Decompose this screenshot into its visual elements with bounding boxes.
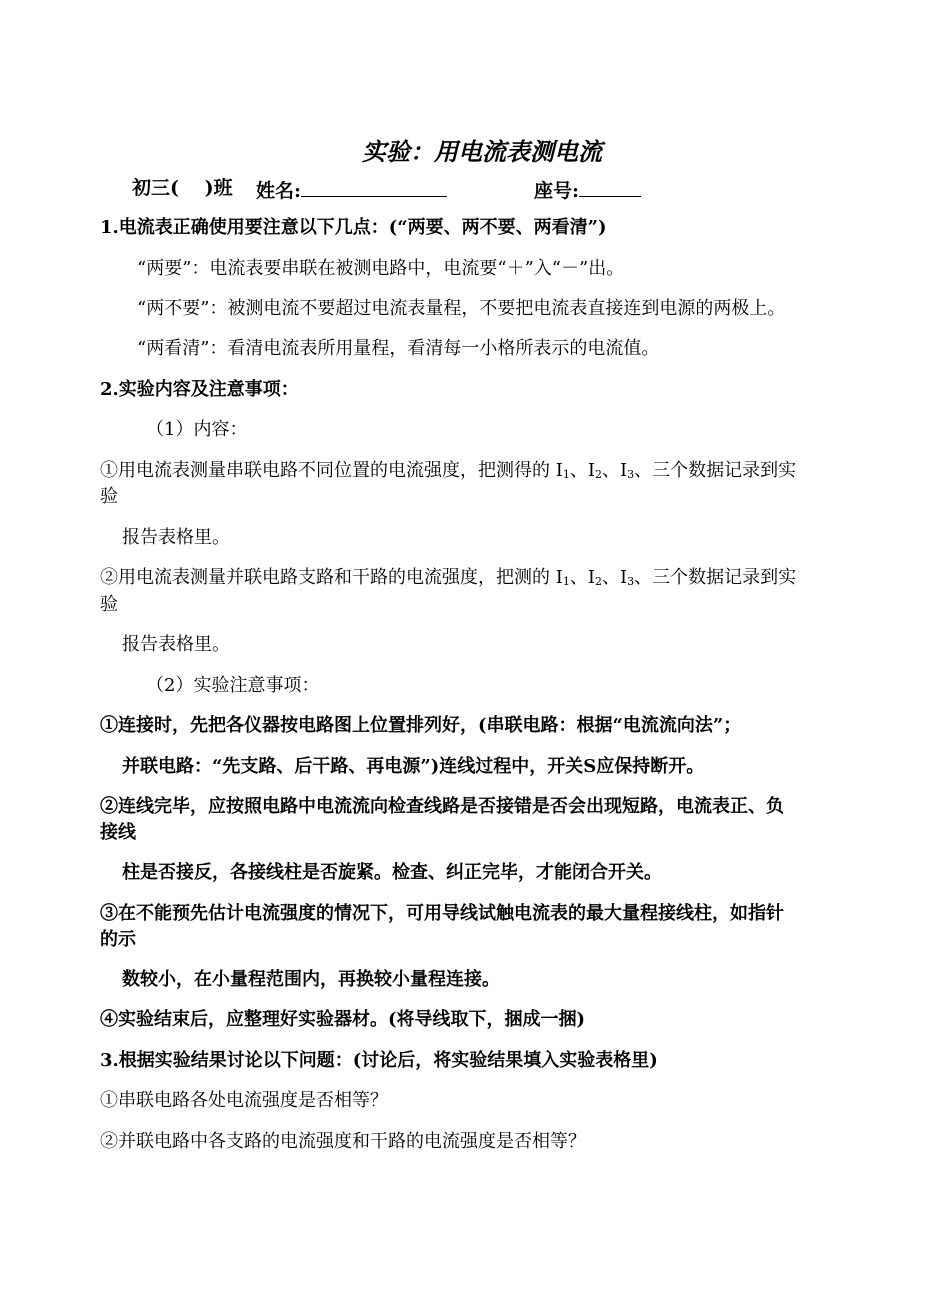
subscript-1: 1: [562, 468, 570, 481]
section2-heading: 2.实验内容及注意事项：: [100, 379, 299, 400]
content-item-1-line2: 验: [100, 486, 118, 507]
content-item-1-text-a: ①用电流表测量串联电路不同位置的电流强度，把测得的 I: [100, 460, 563, 481]
section1-item-two-musts: “两要”：电流表要串联在被测电路中，电流要“＋”入“－”出。: [137, 258, 625, 279]
notes-label: （2）实验注意事项：: [146, 675, 320, 696]
content-item-1-text-b: 、I: [569, 460, 595, 481]
subscript-1: 1: [562, 575, 570, 588]
section3-heading: 3.根据实验结果讨论以下问题：(讨论后，将实验结果填入实验表格里): [100, 1050, 658, 1071]
content-item-2-line2: 验: [100, 594, 118, 615]
note-4: ④实验结束后，应整理好实验器材。(将导线取下，捆成一捆): [100, 1009, 586, 1030]
content-item-2-text-c: 、I: [601, 567, 628, 588]
subscript-3: 3: [627, 575, 635, 588]
content-item-1-text-c: 、I: [601, 460, 628, 481]
seat-blank: [579, 176, 641, 197]
note-2-line1: ②连线完毕，应按照电路中电流流向检查线路是否接错是否会出现短路，电流表正、负: [100, 796, 784, 817]
content-item-2-text-b: 、I: [569, 567, 595, 588]
content-item-2-text-a: ②用电流表测量并联电路支路和干路的电流强度，把测的 I: [100, 567, 563, 588]
content-item-2: [100, 566, 796, 590]
note-2-line2: 接线: [100, 822, 136, 843]
seat-label: 座号:: [534, 180, 580, 202]
content-item-2-line3: 报告表格里。: [122, 634, 230, 655]
note-1-line1: ①连接时，先把各仪器按电路图上位置排列好，(串联电路：根据“电流流向法”；: [100, 715, 742, 736]
section1-item-two-checks: “两看清”：看清电流表所用量程，看清每一小格所表示的电流值。: [137, 338, 660, 359]
note-3-line1: ③在不能预先估计电流强度的情况下，可用导线试触电流表的最大量程接线柱，如指针: [100, 903, 784, 924]
note-3-line3: 数较小，在小量程范围内，再换较小量程连接。: [122, 969, 500, 990]
content-label: （1）内容：: [146, 419, 248, 440]
name-label: 姓名:: [256, 180, 302, 202]
note-1-line2: 并联电路：“先支路、后干路、再电源”)连线过程中，开关S应保持断开。: [122, 756, 705, 777]
class-label: 初三( )班: [132, 177, 233, 199]
name-field: [256, 176, 447, 203]
section1-heading: 1.电流表正确使用要注意以下几点：(“两要、两不要、两看清”): [100, 217, 607, 238]
worksheet-title: 实验：用电流表测电流: [362, 137, 602, 166]
content-item-1-line3: 报告表格里。: [122, 527, 230, 548]
note-2-line3: 柱是否接反，各接线柱是否旋紧。检查、纠正完毕，才能闭合开关。: [122, 862, 662, 883]
content-item-1: [100, 459, 796, 483]
seat-field: [534, 176, 641, 203]
section1-item-two-mustnots: “两不要”：被测电流不要超过电流表量程，不要把电流表直接连到电源的两极上。: [137, 298, 786, 319]
question-1: ①串联电路各处电流强度是否相等？: [100, 1090, 388, 1111]
content-item-1-text-d: 、三个数据记录到实: [634, 460, 797, 481]
note-3-line2: 的示: [100, 929, 136, 950]
name-blank: [301, 176, 447, 197]
subscript-2: 2: [594, 575, 602, 588]
content-item-2-text-d: 、三个数据记录到实: [634, 567, 797, 588]
subscript-3: 3: [627, 468, 635, 481]
question-2: ②并联电路中各支路的电流强度和干路的电流强度是否相等？: [100, 1131, 586, 1152]
subscript-2: 2: [594, 468, 602, 481]
